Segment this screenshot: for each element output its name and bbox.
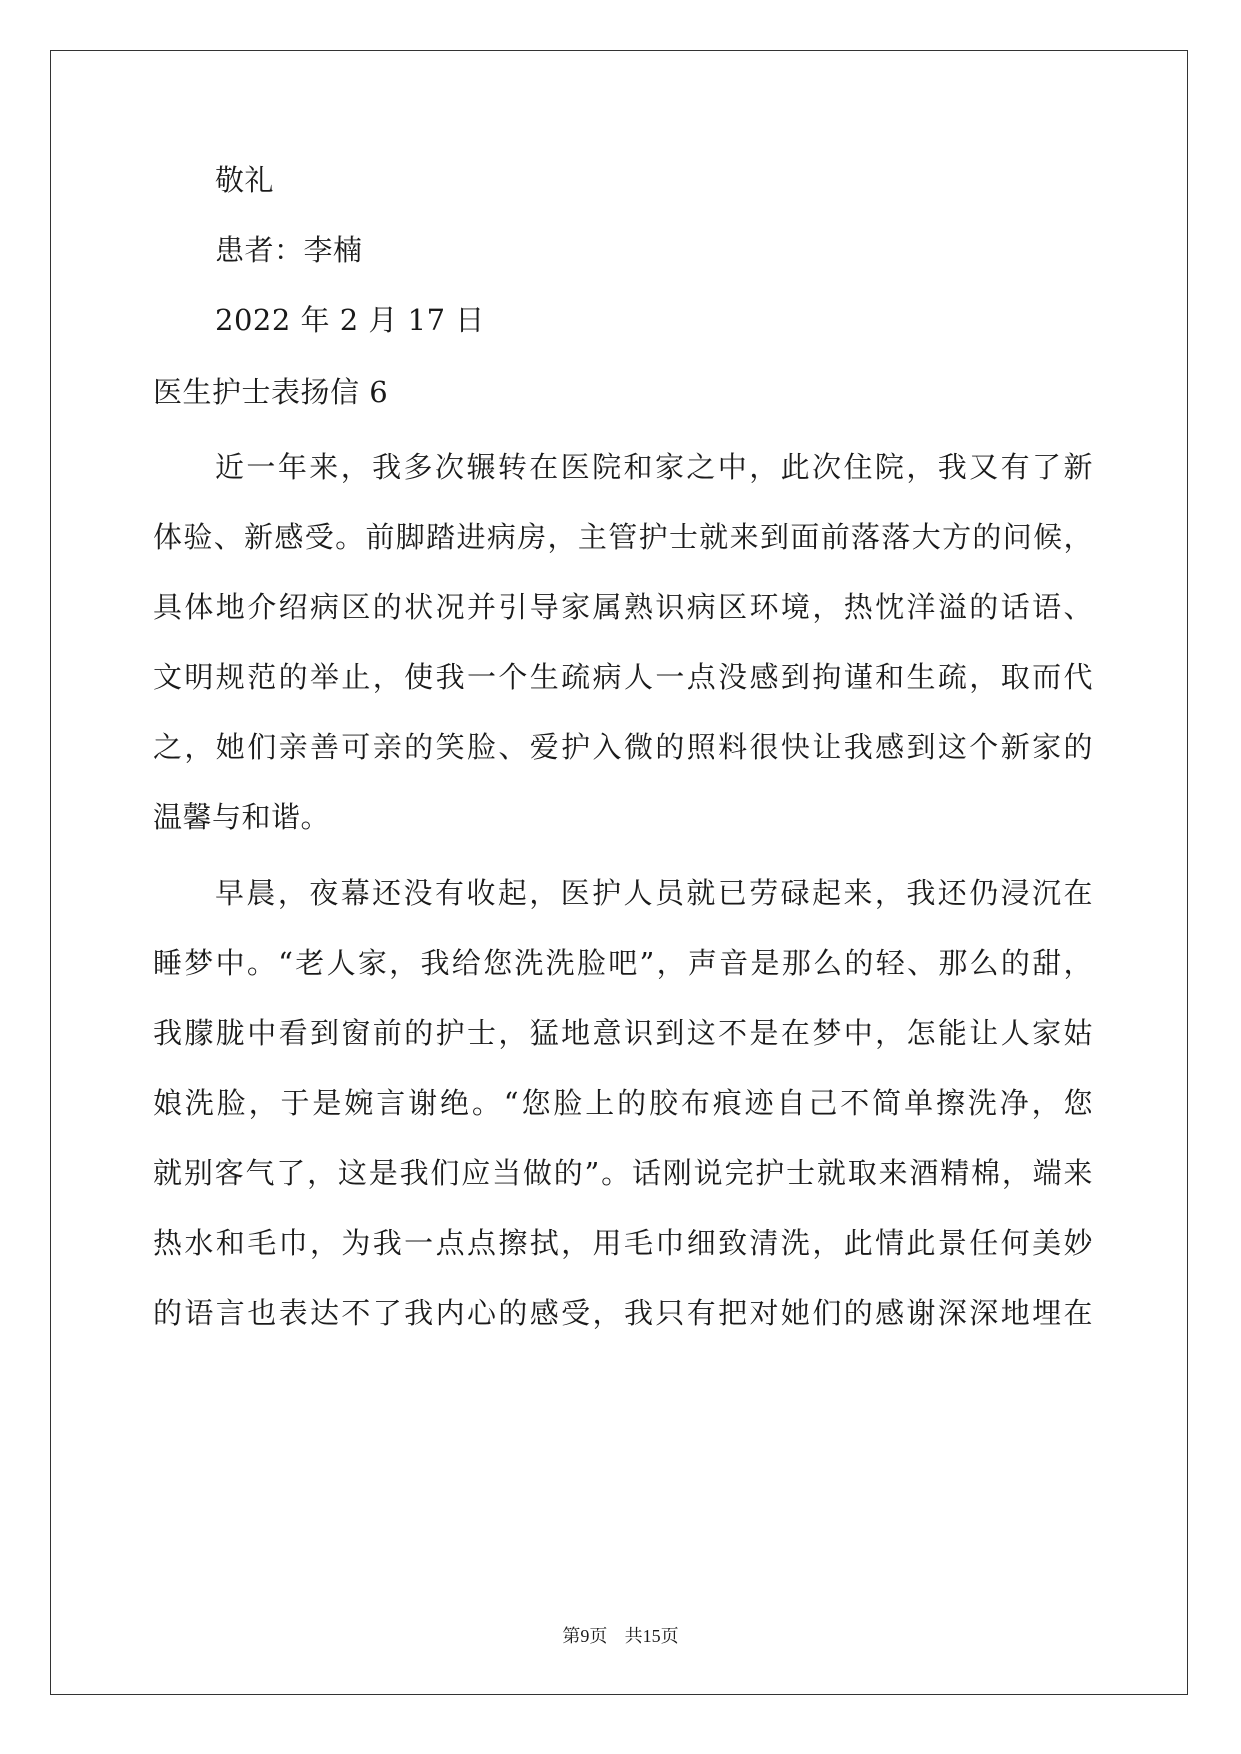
footer-prefix: 第 bbox=[562, 1626, 581, 1647]
paragraph-2-line-5: 就别客气了，这是我们应当做的”。话刚说完护士就取来酒精棉，端来 bbox=[153, 1156, 1093, 1190]
paragraph-2-line-4: 娘洗脸，于是婉言谢绝。“您脸上的胶布痕迹自己不简单擦洗净，您 bbox=[153, 1086, 1093, 1120]
closing-signature: 患者：李楠 bbox=[215, 233, 363, 267]
paragraph-2-line-1: 早晨，夜幕还没有收起，医护人员就已劳碌起来，我还仍浸沉在 bbox=[215, 876, 1093, 910]
paragraph-1-line-4: 文明规范的举止，使我一个生疏病人一点没感到拘谨和生疏，取而代 bbox=[153, 660, 1093, 694]
paragraph-2-line-6: 热水和毛巾，为我一点点擦拭，用毛巾细致清洗，此情此景任何美妙 bbox=[153, 1226, 1093, 1260]
paragraph-1-line-6: 温馨与和谐。 bbox=[153, 800, 331, 834]
footer-page-unit: 页 bbox=[589, 1626, 608, 1647]
footer-total-pages: 15 bbox=[642, 1626, 661, 1646]
paragraph-1-line-5: 之，她们亲善可亲的笑脸、爱护入微的照料很快让我感到这个新家的 bbox=[153, 730, 1093, 764]
paragraph-1-line-1: 近一年来，我多次辗转在医院和家之中，此次住院，我又有了新 bbox=[215, 450, 1093, 484]
paragraph-1-line-2: 体验、新感受。前脚踏进病房，主管护士就来到面前落落大方的问候， bbox=[153, 520, 1093, 554]
footer-total-prefix: 共 bbox=[624, 1626, 643, 1647]
closing-salutation: 敬礼 bbox=[215, 163, 275, 197]
paragraph-1-line-3: 具体地介绍病区的状况并引导家属熟识病区环境，热忱洋溢的话语、 bbox=[153, 590, 1093, 624]
paragraph-2-line-7: 的语言也表达不了我内心的感受，我只有把对她们的感谢深深地埋在 bbox=[153, 1296, 1093, 1330]
section-heading: 医生护士表扬信 6 bbox=[153, 375, 389, 409]
footer-total-unit: 页 bbox=[660, 1626, 679, 1647]
page-footer bbox=[0, 1624, 1241, 1649]
footer-page-number: 9 bbox=[580, 1626, 590, 1646]
paragraph-2-line-2: 睡梦中。“老人家，我给您洗洗脸吧”，声音是那么的轻、那么的甜， bbox=[153, 946, 1093, 980]
paragraph-2-line-3: 我朦胧中看到窗前的护士，猛地意识到这不是在梦中，怎能让人家姑 bbox=[153, 1016, 1093, 1050]
closing-date: 2022 年 2 月 17 日 bbox=[215, 303, 485, 337]
